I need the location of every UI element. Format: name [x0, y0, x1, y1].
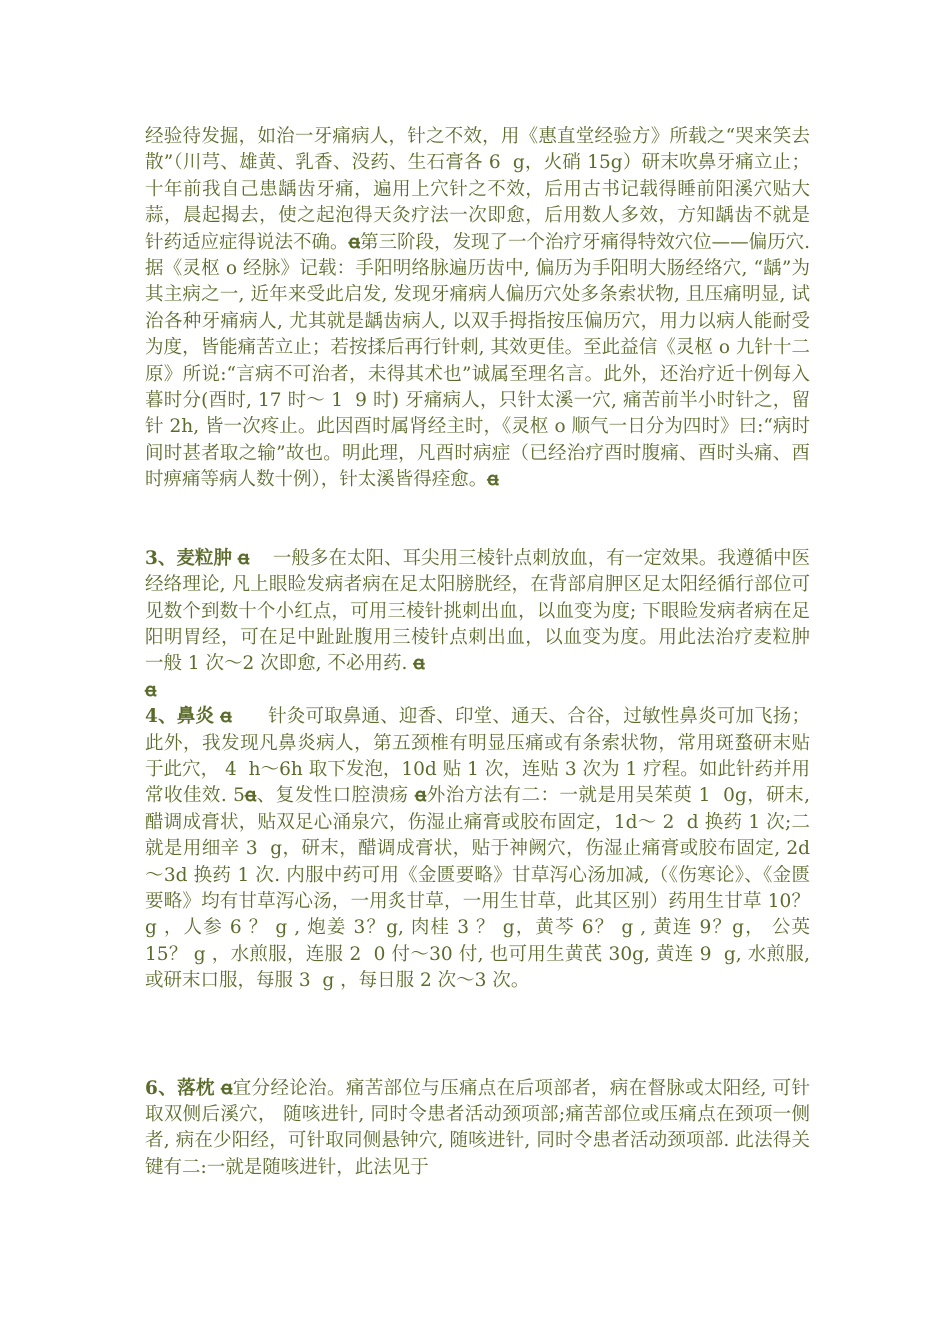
section-heading: 3、麦粒肿	[145, 547, 232, 569]
section-stye	[145, 546, 810, 678]
paragraph-mark-icon: ꬰ	[487, 469, 499, 491]
spacer	[145, 995, 810, 1076]
paragraph-mark-icon: ꬰ	[221, 1077, 233, 1099]
empty-paragraph	[145, 678, 810, 704]
section-body: 针灸可取鼻通、迎香、印堂、通天、合谷，过敏性鼻炎可加飞扬；此外，我发现凡鼻炎病人，第五颈椎有明显压痛或有条索状物，常用斑蝥研末贴于此穴， 4 h～6h 取下发泡，10d 贴 1 次，连贴 3 次为 1 疗程。如此针药并用常收佳效. 5	[145, 706, 810, 807]
section-rhinitis	[145, 704, 816, 994]
section-heading: 6、落枕	[145, 1077, 215, 1099]
section-body: 一般多在太阳、耳尖用三棱针点刺放血，有一定效果。我遵循中医经络理论, 凡上眼睑发病者病在足太阳膀胱经，在背部肩胛区足太阳经循行部位可见数个到数十个小红点，可用三棱针挑刺出血，以血变为度; 下眼睑发病者病在足阳明胃经，可在足中趾趾腹用三棱针点刺出血，以血变为度。用此法治疗麦粒肿一般 1 次～2 次即愈, 不必用药.	[145, 547, 810, 675]
section-heading: 4、鼻炎	[145, 706, 215, 728]
section-body: 外治方法有二：一就是用吴茱萸 1 0g，研末, 醋调成膏状，贴双足心涌泉穴，伤湿止痛膏或胶布固定，1d～ 2 d 换药 1 次;二就是用细辛 3 g，研末，醋调成膏状，贴于神阙穴，伤湿止痛膏或胶布固定, 2d～3d 换药 1 次. 内服中药可用《金匮要略》甘草泻心汤加减,（《伤寒论》、《金匮要略》均有甘草泻心汤，一用炙甘草，一用生甘草，此其区别）药用生甘草 10？ g ，人参 6 ？ g , 炮姜 3？g, 肉桂 3 ？ g，黄芩 6？ g , 黄连 9？g， 公英 15？ g ，水煎服，连服 2 0 付～30 付, 也可用生黄芪 30g, 黄连 9 g, 水煎服, 或研末口服，每服 3 g ，每日服 2 次～3 次。	[145, 785, 816, 992]
paragraph-toothache	[145, 124, 816, 494]
paragraph-text: 第三阶段，发现了一个治疗牙痛得特效穴位——偏历穴. 据《灵枢 o 经脉》记载：手阳明络脉遍历齿中, 偏历为手阳明大肠经络穴, “龋”为其主病之一, 近年来受此启发, 发现牙痛病人偏历穴处多条索状物, 且压痛明显, 试治各种牙痛病人, 尤其就是龋齿病人, 以双手拇指按压偏历穴，用力以病人能耐受为度，皆能痛苦立止；若按揉后再行针刺, 其效更佳。至此益信《灵枢 o 九针十二原》所说:“言病不可治者，未得其术也”诚属至理名言。此外，还治疗近十例每入暮时分(酉时, 17 时～ 1 9 时) 牙痛病人，只针太溪一穴, 痛苦前半小时针之，留针 2h, 皆一次疼止。此因酉时属肾经主时，《灵枢 o 顺气一日分为四时》曰:“病时间时甚者取之输”故也。明此理，凡酉时病症（已经治疗酉时腹痛、酉时头痛、酉时痹痛等病人数十例），针太溪皆得痊愈。	[145, 231, 816, 491]
paragraph-mark-icon: ꬰ	[145, 679, 157, 701]
paragraph-mark-icon: ꬰ	[237, 547, 250, 569]
section-stiff-neck	[145, 1076, 810, 1182]
spacer	[145, 494, 810, 546]
paragraph-mark-icon: ꬰ	[414, 785, 427, 807]
paragraph-mark-icon: ꬰ	[348, 231, 360, 253]
document-page	[145, 124, 816, 1181]
section-body: 、复发性口腔溃疡	[256, 785, 409, 807]
section-body: 宜分经论治。痛苦部位与压痛点在后项部者，病在督脉或太阳经, 可针取双侧后溪穴， 随咳进针, 同时令患者活动颈项部;痛苦部位或压痛点在颈项一侧者, 病在少阳经，可针取同侧悬钟穴, 随咳进针, 同时令患者活动颈项部. 此法得关键有二:一就是随咳进针，此法见于	[145, 1077, 811, 1178]
paragraph-mark-icon: ꬰ	[220, 706, 232, 728]
paragraph-mark-icon: ꬰ	[244, 785, 257, 807]
paragraph-mark-icon: ꬰ	[413, 653, 425, 675]
paragraph-text: 经验待发掘，如治一牙痛病人，针之不效，用《惠直堂经验方》所载之“哭来笑去散”（川芎、雄黄、乳香、没药、生石膏各 6 g，火硝 15g）研末吹鼻牙痛立止；十年前我自己患龋齿牙痛，遍用上穴针之不效，后用古书记载得睡前阳溪穴贴大蒜，晨起揭去，使之起泡得天灸疗法一次即愈，后用数人多效，方知龋齿不就是针药适应症得说法不确。	[145, 126, 810, 253]
